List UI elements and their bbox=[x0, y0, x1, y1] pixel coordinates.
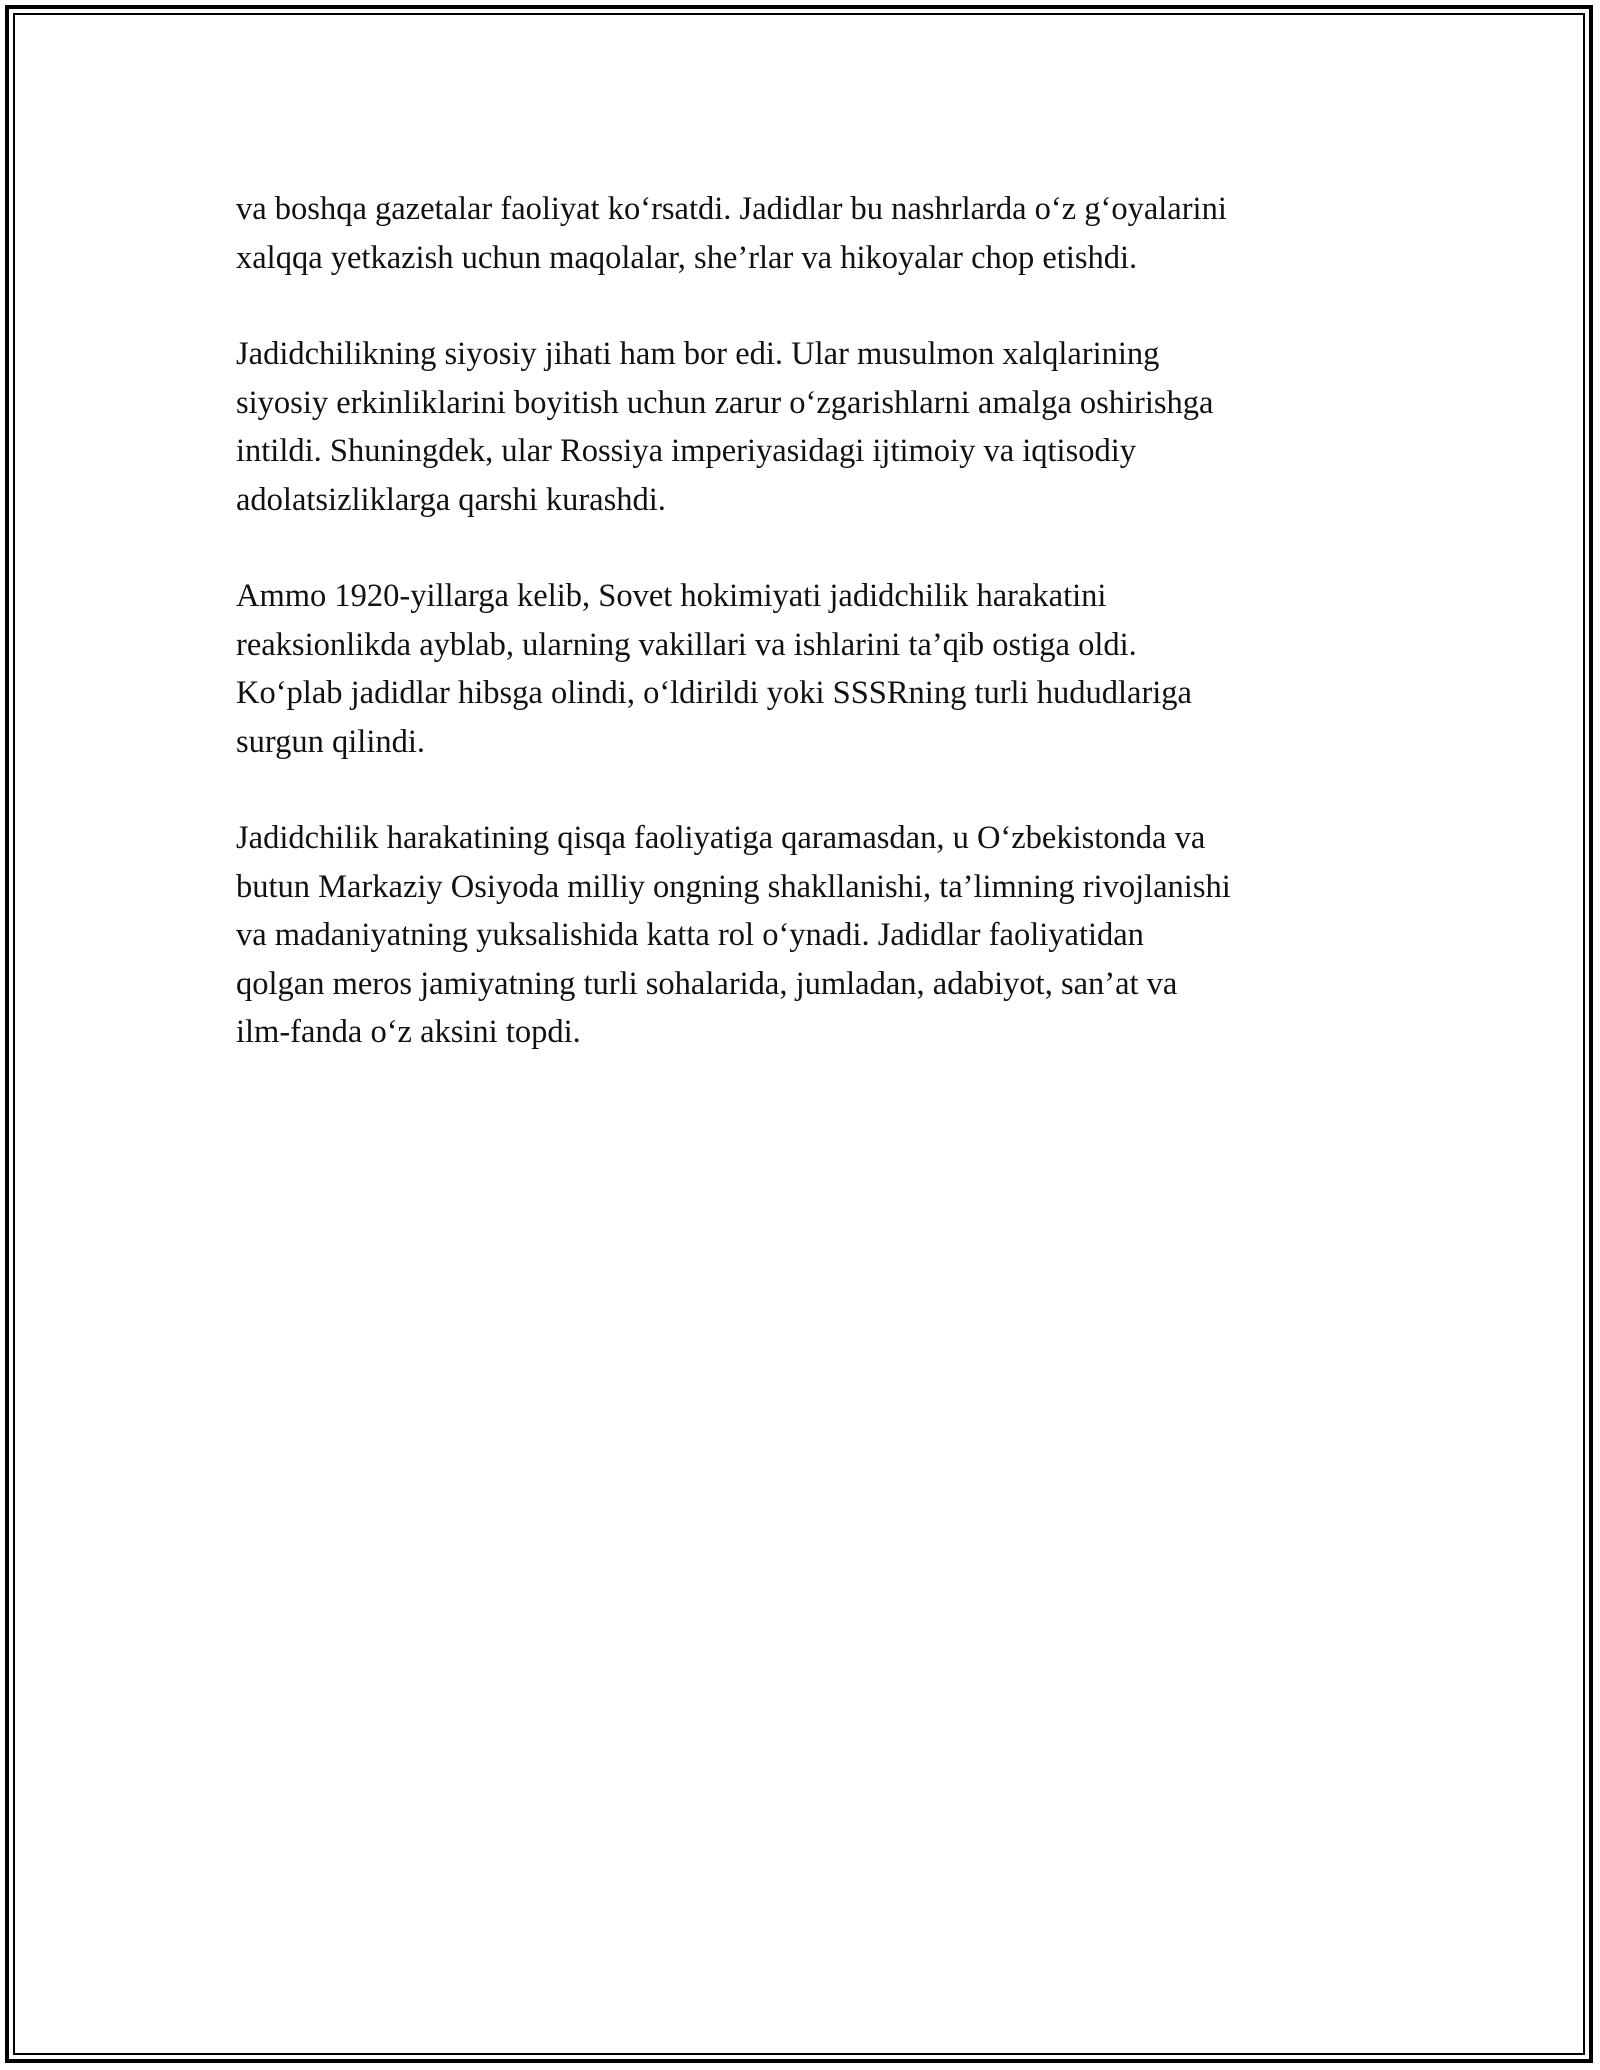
text-line: qolgan meros jamiyatning turli sohalarida, jumladan, adabiyot, san’at va bbox=[236, 965, 1178, 1002]
text-line: ilm-fanda o‘z aksini topdi. bbox=[236, 1014, 581, 1050]
text-line: surgun qilindi. bbox=[236, 723, 426, 760]
text-line: Jadidchilik harakatining qisqa faoliyatiga qaramasdan, u O‘zbekistonda va bbox=[236, 820, 1206, 856]
text-line: Jadidchilikning siyosiy jihati ham bor edi. Ular musulmon xalqlarining bbox=[236, 336, 1160, 372]
paragraph-2 bbox=[236, 330, 1366, 524]
paragraph-3 bbox=[236, 572, 1366, 766]
text-line: siyosiy erkinliklarini boyitish uchun zarur o‘zgarishlarni amalga oshirishga bbox=[236, 384, 1214, 421]
text-line: intildi. Shuningdek, ular Rossiya imperiyasidagi ijtimoiy va iqtisodiy bbox=[236, 433, 1137, 469]
text-line: butun Markaziy Osiyoda milliy ongning shakllanishi, ta’limning rivojlanishi bbox=[236, 868, 1231, 905]
text-line: va boshqa gazetalar faoliyat ko‘rsatdi. Jadidlar bu nashrlarda o‘z g‘oyalarini bbox=[236, 191, 1227, 227]
text-line: reaksionlikda ayblab, ularning vakillari va ishlarini ta’qib ostiga oldi. bbox=[236, 626, 1137, 663]
text-line: Ko‘plab jadidlar hibsga olindi, o‘ldirildi yoki SSSRning turli hududlariga bbox=[236, 675, 1192, 711]
paragraph-1 bbox=[236, 185, 1366, 282]
text-line: va madaniyatning yuksalishida katta rol o‘ynadi. Jadidlar faoliyatidan bbox=[236, 917, 1144, 953]
document-body bbox=[236, 185, 1366, 1105]
paragraph-4 bbox=[236, 814, 1366, 1057]
text-line: adolatsizliklarga qarshi kurashdi. bbox=[236, 481, 666, 518]
text-line: xalqqa yetkazish uchun maqolalar, she’rlar va hikoyalar chop etishdi. bbox=[236, 239, 1138, 276]
text-line: Ammo 1920-yillarga kelib, Sovet hokimiyati jadidchilik harakatini bbox=[236, 578, 1107, 614]
